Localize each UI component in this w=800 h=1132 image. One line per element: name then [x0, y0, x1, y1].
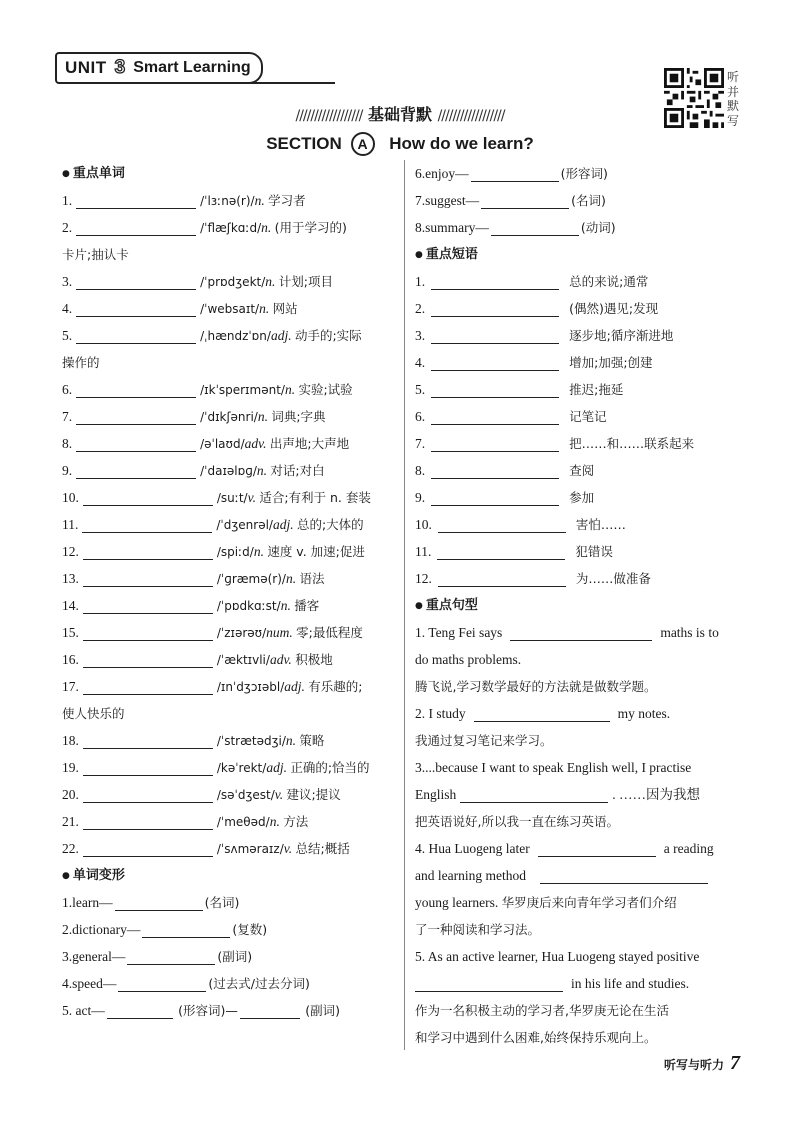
- answer-blank[interactable]: [107, 1002, 173, 1019]
- part-of-speech: v.: [274, 787, 284, 802]
- answer-blank[interactable]: [431, 489, 559, 506]
- answer-blank[interactable]: [118, 975, 206, 992]
- column-divider: [404, 160, 405, 1050]
- item-number: 1.: [62, 193, 73, 208]
- sentence-4-translation: 了一种阅读和学习法。: [415, 922, 541, 937]
- right-column: [415, 160, 745, 1051]
- form-item: [415, 187, 745, 214]
- answer-blank[interactable]: [83, 840, 213, 857]
- answer-blank[interactable]: [76, 300, 196, 317]
- sentence-4-cont2: young learners. 华罗庚后来向青年学习者们介绍: [415, 895, 677, 910]
- answer-blank[interactable]: [83, 759, 213, 776]
- phrase-item: [415, 565, 745, 592]
- sentence-3-translation: 把英语说好,所以我一直在练习英语。: [415, 814, 619, 829]
- meaning: 有乐趣的;: [308, 679, 363, 694]
- vocab-item: [62, 835, 392, 862]
- phrase-item: [415, 376, 745, 403]
- phonetic: /kəˈrekt/: [216, 761, 267, 775]
- phonetic: /ˈdaɪəlɒɡ/: [200, 464, 257, 478]
- answer-blank[interactable]: [415, 975, 563, 992]
- vocab-item: [62, 376, 392, 403]
- form-item: [415, 214, 745, 241]
- part-of-speech: n.: [280, 598, 291, 613]
- part-of-speech: adj.: [266, 760, 287, 775]
- answer-blank[interactable]: [538, 840, 656, 857]
- part-of-speech: n.: [256, 463, 268, 478]
- item-number: 4.: [415, 355, 426, 370]
- page-number: 7: [730, 1052, 740, 1074]
- meaning-continued: 卡片;抽认卡: [62, 247, 129, 262]
- base-word: suggest—: [425, 193, 480, 208]
- meaning: 学习者: [268, 193, 306, 208]
- answer-blank[interactable]: [83, 570, 213, 587]
- phonetic: /ˈæktɪvli/: [216, 653, 270, 667]
- vocab-item: [62, 430, 392, 457]
- part-of-speech: n.: [285, 733, 297, 748]
- phrase-meaning: 害怕……: [575, 517, 626, 532]
- band-title: [0, 102, 800, 125]
- meaning: 实验;试验: [298, 382, 353, 397]
- phrase-item: [415, 349, 745, 376]
- answer-blank[interactable]: [431, 354, 559, 371]
- vocab-item: [62, 214, 392, 241]
- answer-blank[interactable]: [83, 786, 213, 803]
- vocab-heading: ● 重点单词: [62, 166, 125, 181]
- phonetic: /ˈprɒdʒekt/: [200, 275, 266, 289]
- form-hint: (名词): [571, 193, 606, 208]
- item-number: 16.: [62, 652, 79, 667]
- forms-list: [62, 889, 392, 997]
- sentence-3-cont: English . ……因为我想: [415, 787, 701, 802]
- phrase-meaning: 逐步地;循序渐进地: [569, 328, 674, 343]
- answer-blank[interactable]: [460, 786, 608, 803]
- answer-blank[interactable]: [481, 192, 569, 209]
- phonetic: /səˈdʒest/: [216, 788, 275, 802]
- unit-badge: [55, 52, 263, 84]
- answer-blank[interactable]: [438, 516, 566, 533]
- bullet-icon: ●: [415, 250, 423, 260]
- answer-blank[interactable]: [491, 219, 579, 236]
- meaning: 计划;项目: [278, 274, 333, 289]
- form-item: [62, 970, 392, 997]
- answer-blank[interactable]: [142, 921, 230, 938]
- answer-blank[interactable]: [83, 624, 213, 641]
- base-word: general—: [72, 949, 126, 964]
- qr-caption: 听并默写: [727, 70, 740, 128]
- vocab-item: [62, 646, 392, 673]
- unit-label: UNIT: [65, 58, 107, 77]
- form-hint: (副词): [217, 949, 253, 964]
- item-number: 11.: [62, 517, 79, 532]
- item-number: 7.: [62, 409, 73, 424]
- meaning: 正确的;恰当的: [290, 760, 370, 775]
- phonetic: /ˈmeθəd/: [216, 815, 270, 829]
- part-of-speech: v.: [283, 841, 293, 856]
- section-prefix: SECTION: [266, 134, 342, 153]
- phonetic: /ˈdɪkʃənri/: [200, 410, 258, 424]
- item-number: 13.: [62, 571, 79, 586]
- vocab-item: [62, 322, 392, 349]
- item-number: 11.: [415, 544, 432, 559]
- part-of-speech: v.: [247, 490, 256, 505]
- phonetic: /spiːd/: [216, 545, 254, 559]
- part-of-speech: n.: [265, 274, 276, 289]
- phrase-meaning: 总的来说;通常: [569, 274, 649, 289]
- form-item: [62, 943, 392, 970]
- item-number: 17.: [62, 679, 79, 694]
- meaning: 建议;提议: [286, 787, 341, 802]
- phonetic: /ˈwebsaɪt/: [200, 302, 260, 316]
- form-hint: (名词): [204, 895, 240, 910]
- sentence-5: 5. As an active learner, Hua Luogeng stayed positive: [415, 949, 700, 964]
- form-item: 5. act— (形容词)— (副词): [62, 1003, 341, 1018]
- sentence-5-translation: 作为一名积极主动的学习者,华罗庚无论在生活: [415, 1003, 669, 1018]
- item-number: 12.: [62, 544, 79, 559]
- part-of-speech: n.: [253, 544, 264, 559]
- phrase-meaning: 犯错误: [575, 544, 613, 559]
- phonetic: /ˈsʌməraɪz/: [216, 842, 284, 856]
- bullet-icon: ●: [62, 871, 70, 881]
- hatch-left: //////////////////: [295, 108, 363, 124]
- meaning: 语法: [299, 571, 325, 586]
- vocab-item: [62, 673, 392, 700]
- meaning-continued: 操作的: [62, 355, 100, 370]
- item-number: 15.: [62, 625, 79, 640]
- meaning: 零;最低程度: [296, 625, 363, 640]
- forms-list-continued: [415, 160, 745, 241]
- answer-blank[interactable]: [431, 327, 559, 344]
- item-number: 6.: [415, 166, 426, 181]
- phonetic: /ˈstrætədʒi/: [216, 734, 286, 748]
- phrase-list: [415, 268, 745, 592]
- item-number: 1.: [415, 274, 426, 289]
- band-title-text: 基础背默: [367, 105, 432, 124]
- meaning: 网站: [272, 301, 298, 316]
- form-hint: (过去式/过去分词): [208, 976, 310, 991]
- part-of-speech: n.: [261, 220, 272, 235]
- item-number: 10.: [415, 517, 432, 532]
- sentence-2-translation: 我通过复习笔记来学习。: [415, 733, 553, 748]
- phrase-meaning: (偶然)遇见;发现: [569, 301, 659, 316]
- answer-blank[interactable]: [83, 489, 213, 506]
- item-number: 3.: [62, 949, 73, 964]
- answer-blank[interactable]: [76, 462, 196, 479]
- answer-blank[interactable]: [127, 948, 215, 965]
- phrases-heading: ● 重点短语: [415, 247, 478, 262]
- phrase-meaning: 查阅: [569, 463, 595, 478]
- answer-blank[interactable]: [76, 327, 196, 344]
- answer-blank[interactable]: [82, 516, 212, 533]
- meaning: 对话;对白: [270, 463, 325, 478]
- sentence-3: 3....because I want to speak English well, I practise: [415, 760, 692, 775]
- item-number: 5.: [415, 382, 426, 397]
- base-word: summary—: [425, 220, 489, 235]
- meaning: 动手的;实际: [294, 328, 362, 343]
- item-number: 18.: [62, 733, 79, 748]
- answer-blank[interactable]: [431, 408, 559, 425]
- part-of-speech: n.: [259, 301, 270, 316]
- phrase-item: [415, 538, 745, 565]
- part-of-speech: adv.: [244, 436, 267, 451]
- answer-blank[interactable]: [83, 651, 213, 668]
- item-number: 3.: [415, 328, 426, 343]
- vocab-item: [62, 781, 392, 808]
- meaning: 适合;有利于 n. 套装: [259, 490, 371, 505]
- item-number: 19.: [62, 760, 79, 775]
- form-hint: (形容词): [560, 166, 608, 181]
- part-of-speech: n.: [269, 814, 280, 829]
- sentence-1-cont: do maths problems.: [415, 652, 522, 667]
- phonetic: /ˌhændzˈɒn/: [200, 329, 271, 343]
- answer-blank[interactable]: [431, 381, 559, 398]
- answer-blank[interactable]: [83, 732, 213, 749]
- vocab-item: [62, 457, 392, 484]
- part-of-speech: n.: [257, 409, 268, 424]
- phrase-item: [415, 295, 745, 322]
- item-number: 9.: [415, 490, 426, 505]
- sentence-5-translation-2: 和学习中遇到什么困难,始终保持乐观向上。: [415, 1030, 657, 1045]
- answer-blank[interactable]: [240, 1002, 300, 1019]
- phrase-meaning: 增加;加强;创建: [569, 355, 653, 370]
- item-number: 7.: [415, 193, 426, 208]
- answer-blank[interactable]: [83, 678, 213, 695]
- sentence-5-cont: in his life and studies.: [415, 970, 745, 997]
- item-number: 8.: [62, 436, 73, 451]
- answer-blank[interactable]: [76, 273, 196, 290]
- item-number: 8.: [415, 463, 426, 478]
- form-item: [62, 916, 392, 943]
- phrase-meaning: 参加: [569, 490, 595, 505]
- item-number: 4.: [62, 976, 73, 991]
- vocab-list: [62, 187, 392, 862]
- part-of-speech: adj.: [270, 328, 292, 343]
- phonetic: /ˈflæʃkɑːd/: [200, 221, 262, 235]
- answer-blank[interactable]: [76, 408, 196, 425]
- vocab-item: [62, 808, 392, 835]
- item-number: 5.: [62, 328, 73, 343]
- item-number: 14.: [62, 598, 79, 613]
- answer-blank[interactable]: [83, 543, 213, 560]
- answer-blank[interactable]: [83, 813, 213, 830]
- hatch-right: //////////////////: [437, 108, 505, 124]
- answer-blank[interactable]: [431, 300, 559, 317]
- item-number: 6.: [415, 409, 426, 424]
- vocab-item: [62, 295, 392, 322]
- meaning: 积极地: [295, 652, 333, 667]
- phrase-meaning: 记笔记: [569, 409, 607, 424]
- answer-blank[interactable]: [540, 867, 708, 884]
- phrase-item: [415, 484, 745, 511]
- phonetic: /suːt/: [216, 491, 248, 505]
- item-number: 8.: [415, 220, 426, 235]
- part-of-speech: n.: [284, 382, 296, 397]
- answer-blank[interactable]: [431, 435, 559, 452]
- meaning-continued: 使人快乐的: [62, 706, 125, 721]
- sentence-4: 4. Hua Luogeng later a reading: [415, 841, 714, 856]
- vocab-item: [62, 187, 392, 214]
- sentence-2: 2. I study my notes.: [415, 706, 671, 721]
- phonetic: /ɪkˈsperɪmənt/: [200, 383, 285, 397]
- answer-blank[interactable]: [431, 273, 559, 290]
- phonetic: /ˈzɪərəʊ/: [216, 626, 267, 640]
- answer-blank[interactable]: [115, 894, 203, 911]
- phrase-meaning: 为……做准备: [575, 571, 651, 586]
- phonetic: /ˈdʒenrəl/: [216, 518, 273, 532]
- meaning: 总的;大体的: [296, 517, 364, 532]
- sentence-1: 1. Teng Fei says maths is to: [415, 625, 719, 640]
- part-of-speech: adj.: [272, 517, 294, 532]
- meaning: 总结;概括: [295, 841, 350, 856]
- phrase-meaning: 把……和……联系起来: [569, 436, 695, 451]
- left-column: [62, 160, 392, 1024]
- vocab-item: [62, 592, 392, 619]
- phrase-item: [415, 511, 745, 538]
- meaning: 播客: [294, 598, 320, 613]
- answer-blank[interactable]: [431, 462, 559, 479]
- answer-blank[interactable]: [76, 192, 196, 209]
- section-letter-badge: A: [351, 132, 375, 156]
- vocab-item: [62, 754, 392, 781]
- form-item: [62, 889, 392, 916]
- meaning: 速度 v. 加速;促进: [267, 544, 365, 559]
- phonetic: /ɪnˈdʒɔɪəbl/: [216, 680, 285, 694]
- phrase-item: [415, 430, 745, 457]
- part-of-speech: num.: [266, 625, 293, 640]
- phrase-item: [415, 457, 745, 484]
- meaning: 策略: [299, 733, 325, 748]
- answer-blank[interactable]: [474, 705, 610, 722]
- item-number: 12.: [415, 571, 432, 586]
- part-of-speech: n.: [285, 571, 297, 586]
- answer-blank[interactable]: [471, 165, 559, 182]
- item-number: 22.: [62, 841, 79, 856]
- sentence-1-translation: 腾飞说,学习数学最好的方法就是做数学题。: [415, 679, 657, 694]
- item-number: 21.: [62, 814, 79, 829]
- vocab-item: [62, 727, 392, 754]
- meaning: 词典;字典: [271, 409, 326, 424]
- answer-blank[interactable]: [76, 435, 196, 452]
- answer-blank[interactable]: [437, 543, 565, 560]
- bullet-icon: ●: [62, 169, 70, 179]
- vocab-item: [62, 511, 392, 538]
- page-footer: [664, 1052, 740, 1075]
- forms-heading: ● 单词变形: [62, 868, 125, 883]
- section-title: [0, 132, 800, 156]
- form-hint: (复数): [232, 922, 268, 937]
- unit-number: 3: [114, 57, 126, 78]
- answer-blank[interactable]: [76, 219, 196, 236]
- unit-header: [55, 46, 285, 86]
- vocab-item: [62, 403, 392, 430]
- item-number: 3.: [62, 274, 73, 289]
- item-number: 2.: [415, 301, 426, 316]
- phonetic: /əˈlaʊd/: [200, 437, 245, 451]
- item-number: 2.: [62, 220, 73, 235]
- form-item: [415, 160, 745, 187]
- vocab-item: [62, 268, 392, 295]
- phrase-item: [415, 403, 745, 430]
- answer-blank[interactable]: [83, 597, 213, 614]
- item-number: 1.: [62, 895, 73, 910]
- item-number: 10.: [62, 490, 79, 505]
- bullet-icon: ●: [415, 601, 423, 611]
- item-number: 20.: [62, 787, 79, 802]
- base-word: speed—: [72, 976, 117, 991]
- vocab-item: [62, 538, 392, 565]
- section-title-text: How do we learn?: [389, 134, 534, 153]
- item-number: 4.: [62, 301, 73, 316]
- phonetic: /ˈɡræmə(r)/: [216, 572, 286, 586]
- part-of-speech: adj.: [284, 679, 305, 694]
- item-number: 9.: [62, 463, 73, 478]
- phrase-item: [415, 268, 745, 295]
- phrase-item: [415, 322, 745, 349]
- phonetic: /ˈlɜːnə(r)/: [200, 194, 255, 208]
- sentence-4-cont: and learning method: [415, 862, 745, 889]
- vocab-item: [62, 484, 392, 511]
- header-underline: [175, 82, 335, 84]
- item-number: 7.: [415, 436, 426, 451]
- unit-title: Smart Learning: [133, 59, 251, 76]
- base-word: learn—: [72, 895, 113, 910]
- answer-blank[interactable]: [510, 624, 652, 641]
- part-of-speech: n.: [254, 193, 265, 208]
- item-number: 6.: [62, 382, 73, 397]
- base-word: enjoy—: [425, 166, 469, 181]
- answer-blank[interactable]: [438, 570, 566, 587]
- answer-blank[interactable]: [76, 381, 196, 398]
- part-of-speech: adv.: [269, 652, 292, 667]
- sentences-heading: ● 重点句型: [415, 598, 478, 613]
- base-word: dictionary—: [72, 922, 141, 937]
- meaning: 出声地;大声地: [269, 436, 350, 451]
- phonetic: /ˈpɒdkɑːst/: [216, 599, 281, 613]
- meaning: 方法: [283, 814, 309, 829]
- vocab-item: [62, 619, 392, 646]
- item-number: 2.: [62, 922, 73, 937]
- form-hint: (动词): [580, 220, 616, 235]
- meaning: (用于学习的): [274, 220, 347, 235]
- footer-label: 听写与听力: [663, 1058, 724, 1072]
- phrase-meaning: 推迟;拖延: [569, 382, 624, 397]
- vocab-item: [62, 565, 392, 592]
